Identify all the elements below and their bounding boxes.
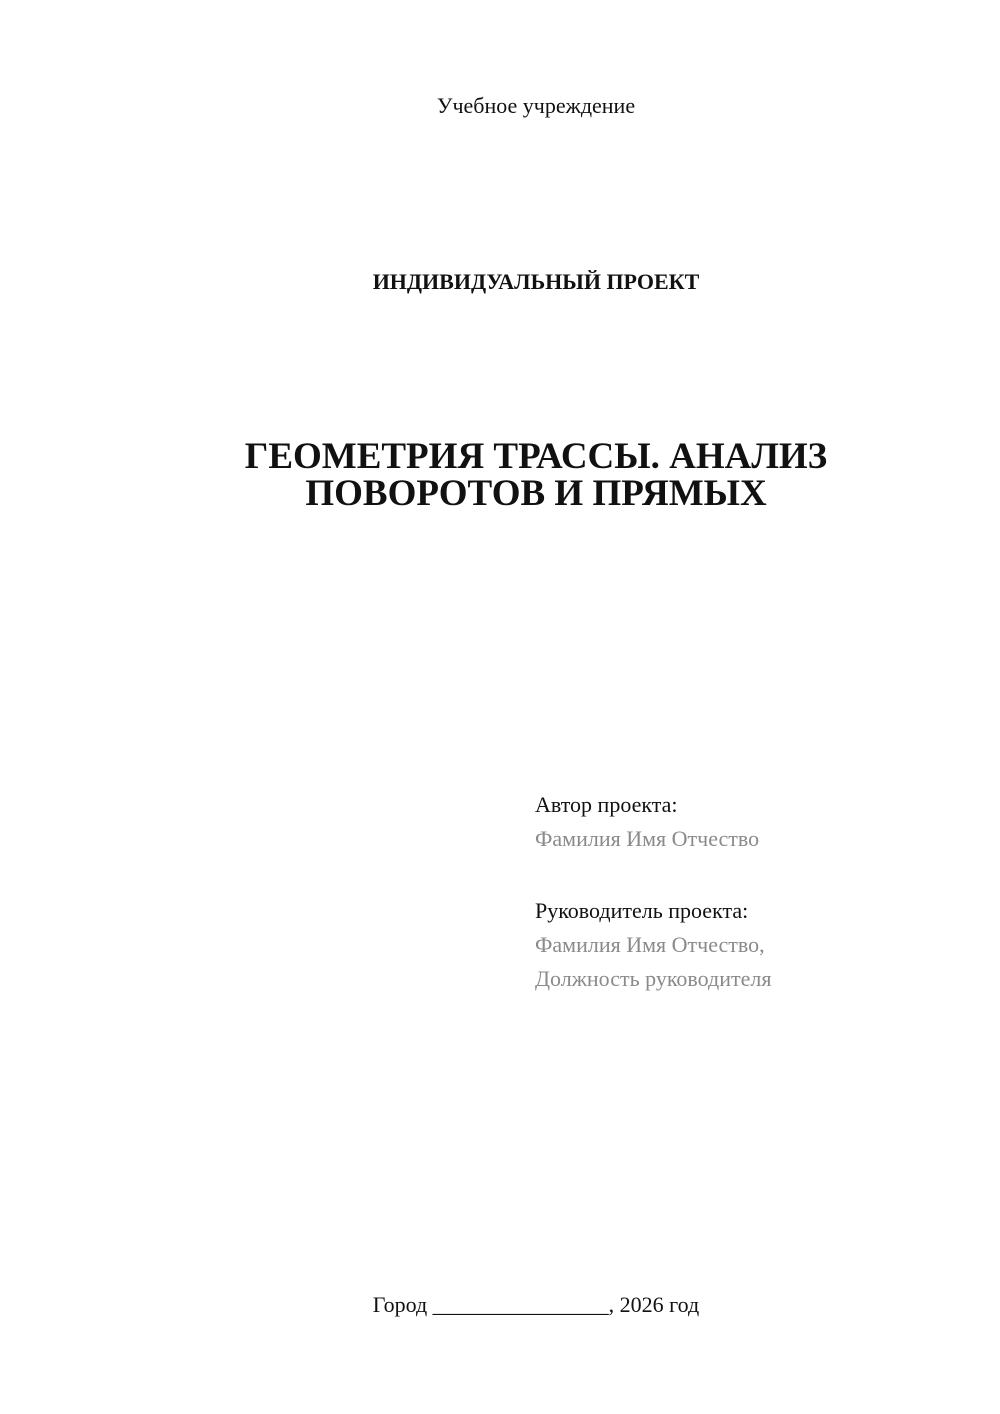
supervisor-name: Фамилия Имя Отчество,	[535, 932, 765, 957]
supervisor-label: Руководитель проекта:	[535, 898, 749, 923]
supervisor-position: Должность руководителя	[535, 966, 772, 991]
author-name: Фамилия Имя Отчество	[535, 826, 760, 851]
project-title-line-1: ГЕОМЕТРИЯ ТРАССЫ. АНАЛИЗ	[244, 436, 828, 477]
author-label: Автор проекта:	[535, 792, 678, 817]
credits-spacer	[535, 856, 975, 894]
credits-block	[535, 788, 975, 996]
project-type-heading: ИНДИВИДУАЛЬНЫЙ ПРОЕКТ	[372, 269, 700, 294]
project-title-line-2: ПОВОРОТОВ И ПРЯМЫХ	[305, 473, 767, 514]
city-year-footer: Город ________________, 2026 год	[372, 1292, 700, 1317]
institution-name: Учебное учреждение	[436, 93, 636, 118]
project-title	[0, 438, 1000, 512]
